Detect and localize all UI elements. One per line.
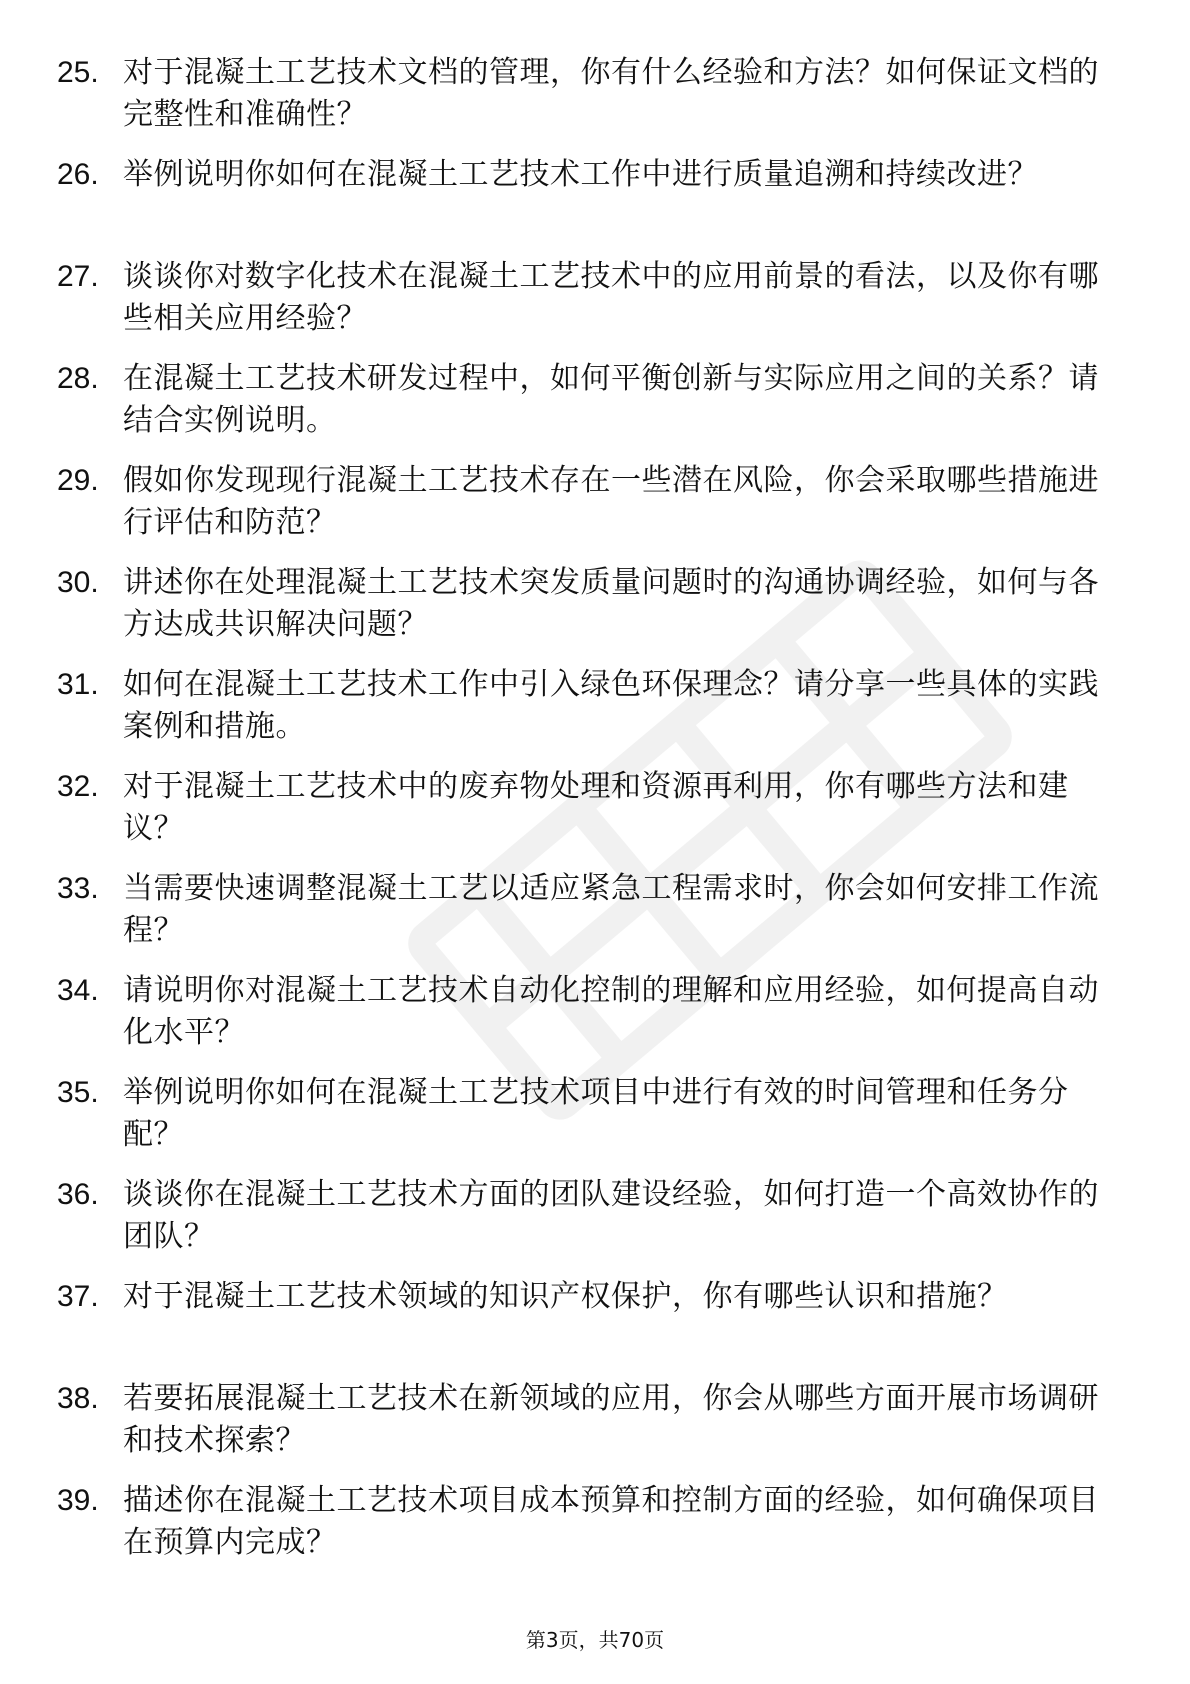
question-text: 对于混凝土工艺技术中的废弃物处理和资源再利用，你有哪些方法和建议？ xyxy=(123,769,1069,846)
question-number: 25. xyxy=(57,56,99,89)
question-item xyxy=(57,154,1127,238)
question-text: 对于混凝土工艺技术领域的知识产权保护，你有哪些认识和措施？ xyxy=(123,1279,1008,1314)
question-item xyxy=(57,868,1127,952)
page-number-label: 第3页，共70页 xyxy=(525,1628,665,1652)
question-text: 举例说明你如何在混凝土工艺技术项目中进行有效的时间管理和任务分配？ xyxy=(123,1075,1069,1152)
question-number: 27. xyxy=(57,260,99,293)
question-text: 讲述你在处理混凝土工艺技术突发质量问题时的沟通协调经验，如何与各方达成共识解决问题？ xyxy=(123,565,1099,642)
question-item xyxy=(57,970,1127,1054)
question-item xyxy=(57,562,1127,646)
question-number: 30. xyxy=(57,566,99,599)
question-item xyxy=(57,1174,1127,1258)
question-text: 当需要快速调整混凝土工艺以适应紧急工程需求时，你会如何安排工作流程？ xyxy=(123,871,1099,948)
question-number: 37. xyxy=(57,1280,99,1313)
question-text: 请说明你对混凝土工艺技术自动化控制的理解和应用经验，如何提高自动化水平？ xyxy=(123,973,1099,1050)
page-footer xyxy=(0,1628,1190,1652)
question-text: 对于混凝土工艺技术文档的管理，你有什么经验和方法？如何保证文档的完整性和准确性？ xyxy=(123,55,1099,132)
question-list xyxy=(57,52,1127,1582)
question-number: 29. xyxy=(57,464,99,497)
question-text: 若要拓展混凝土工艺技术在新领域的应用，你会从哪些方面开展市场调研和技术探索？ xyxy=(123,1381,1099,1458)
question-number: 32. xyxy=(57,770,99,803)
question-number: 33. xyxy=(57,872,99,905)
question-item xyxy=(57,1480,1127,1564)
question-number: 39. xyxy=(57,1484,99,1517)
question-number: 38. xyxy=(57,1382,99,1415)
question-text: 谈谈你在混凝土工艺技术方面的团队建设经验，如何打造一个高效协作的团队？ xyxy=(123,1177,1099,1254)
question-text: 在混凝土工艺技术研发过程中，如何平衡创新与实际应用之间的关系？请结合实例说明。 xyxy=(123,361,1099,438)
question-number: 31. xyxy=(57,668,99,701)
question-item xyxy=(57,1072,1127,1156)
question-number: 28. xyxy=(57,362,99,395)
question-text: 谈谈你对数字化技术在混凝土工艺技术中的应用前景的看法，以及你有哪些相关应用经验？ xyxy=(123,259,1099,336)
question-text: 假如你发现现行混凝土工艺技术存在一些潜在风险，你会采取哪些措施进行评估和防范？ xyxy=(123,463,1099,540)
question-item xyxy=(57,358,1127,442)
question-number: 34. xyxy=(57,974,99,1007)
question-item xyxy=(57,664,1127,748)
question-item xyxy=(57,460,1127,544)
question-number: 36. xyxy=(57,1178,99,1211)
question-item xyxy=(57,52,1127,136)
question-text: 描述你在混凝土工艺技术项目成本预算和控制方面的经验，如何确保项目在预算内完成？ xyxy=(123,1483,1099,1560)
question-number: 26. xyxy=(57,158,99,191)
question-text: 如何在混凝土工艺技术工作中引入绿色环保理念？请分享一些具体的实践案例和措施。 xyxy=(123,667,1099,744)
question-text: 举例说明你如何在混凝土工艺技术工作中进行质量追溯和持续改进？ xyxy=(123,157,1038,192)
question-item xyxy=(57,1276,1127,1360)
question-item xyxy=(57,256,1127,340)
question-number: 35. xyxy=(57,1076,99,1109)
question-item xyxy=(57,766,1127,850)
question-item xyxy=(57,1378,1127,1462)
